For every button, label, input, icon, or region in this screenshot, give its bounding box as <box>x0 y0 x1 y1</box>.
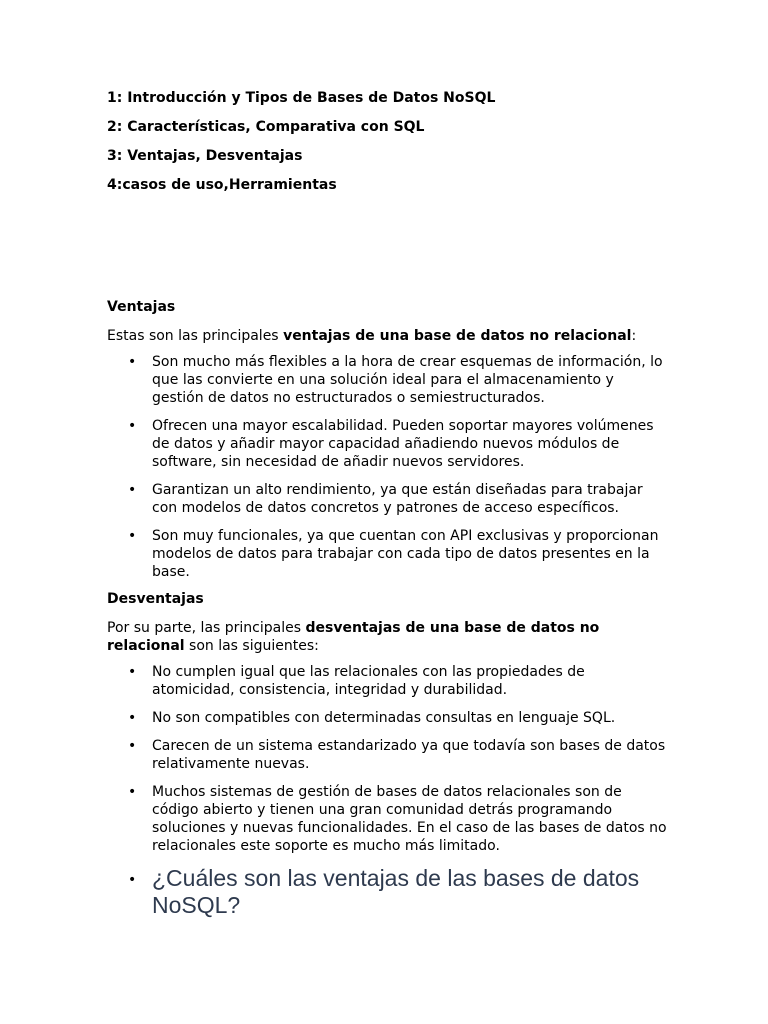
desventajas-intro-bold: desventajas de una base de datos no relacional <box>107 620 600 654</box>
ventajas-intro-bold: ventajas de una base de datos no relacional <box>283 328 632 344</box>
list-item-text: Son muy funcionales, ya que cuentan con API exclusivas y proporcionan modelos de datos para trabajar con cada tipo de datos presentes en la base. <box>152 528 659 580</box>
desventajas-heading: Desventajas <box>107 591 204 607</box>
list-item-text: No cumplen igual que las relacionales con las propiedades de atomicidad, consistencia, integridad y durabilidad. <box>152 664 585 698</box>
list-item <box>107 709 667 727</box>
outline-item-2: 2: Características, Comparativa con SQL <box>107 119 425 135</box>
question-text: ¿Cuáles son las ventajas de las bases de datos NoSQL? <box>152 865 640 918</box>
list-item <box>107 481 667 517</box>
bullet-icon: • <box>128 784 137 800</box>
desventajas-intro-post: son las siguientes: <box>184 638 319 654</box>
bullet-icon: • <box>128 710 137 726</box>
list-item <box>107 783 667 855</box>
ventajas-heading: Ventajas <box>107 299 176 315</box>
question-heading <box>107 865 667 919</box>
outline-item-1: 1: Introducción y Tipos de Bases de Datos NoSQL <box>107 90 496 106</box>
bullet-icon: • <box>128 738 137 754</box>
ventajas-intro-pre: Estas son las principales <box>107 328 284 344</box>
list-item <box>107 663 667 699</box>
list-item <box>107 527 667 581</box>
ventajas-list <box>107 353 667 581</box>
bullet-icon: • <box>128 664 137 680</box>
list-item-text: Carecen de un sistema estandarizado ya que todavía son bases de datos relativamente nuevas. <box>152 738 666 772</box>
bullet-icon: • <box>128 872 137 888</box>
list-item-text: Muchos sistemas de gestión de bases de datos relacionales son de código abierto y tienen una gran comunidad detrás programando soluciones y nuevas funcionalidades. En el caso de las bases de datos no relacionales este soporte es mucho más limitado. <box>152 784 667 854</box>
ventajas-intro <box>107 327 667 345</box>
desventajas-intro <box>107 619 667 655</box>
desventajas-intro-pre: Por su parte, las principales <box>107 620 306 636</box>
list-item <box>107 417 667 471</box>
bullet-icon: • <box>128 418 137 434</box>
list-item-text: Garantizan un alto rendimiento, ya que están diseñadas para trabajar con modelos de datos concretos y patrones de acceso específicos. <box>152 482 643 516</box>
bullet-icon: • <box>128 354 137 370</box>
bullet-icon: • <box>128 482 137 498</box>
outline-item-3: 3: Ventajas, Desventajas <box>107 148 303 164</box>
list-item-text: Son mucho más flexibles a la hora de crear esquemas de información, lo que las convierte en una solución ideal para el almacenamiento y gestión de datos no estructurados o semiestructurados. <box>152 354 663 406</box>
ventajas-section <box>107 299 667 581</box>
question-list <box>107 865 667 919</box>
list-item <box>107 353 667 407</box>
document-page <box>107 90 667 919</box>
list-item <box>107 737 667 773</box>
outline-item-4: 4:casos de uso,Herramientas <box>107 177 337 193</box>
desventajas-list <box>107 663 667 855</box>
desventajas-section <box>107 591 667 855</box>
blank-space <box>107 206 667 299</box>
outline-list <box>107 90 667 194</box>
ventajas-intro-post: : <box>631 328 637 344</box>
list-item-text: No son compatibles con determinadas consultas en lenguaje SQL. <box>152 710 616 726</box>
list-item-text: Ofrecen una mayor escalabilidad. Pueden soportar mayores volúmenes de datos y añadir mayor capacidad añadiendo nuevos módulos de software, sin necesidad de añadir nuevos servidores. <box>152 418 654 470</box>
bullet-icon: • <box>128 528 137 544</box>
